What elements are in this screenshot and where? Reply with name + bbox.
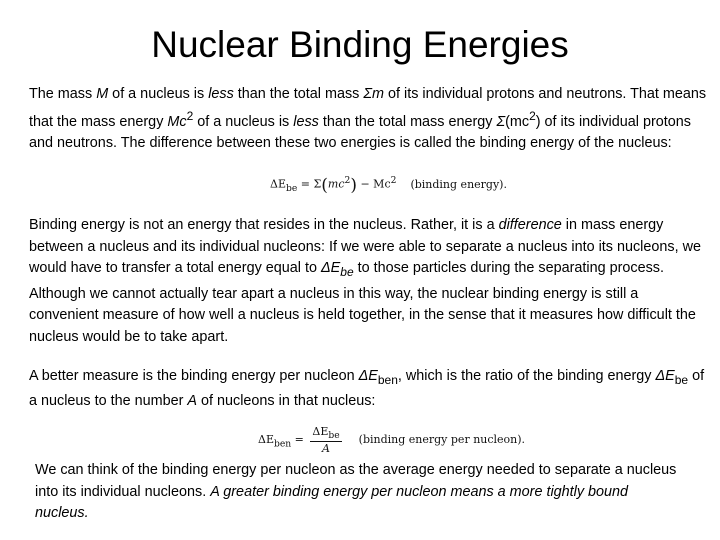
slide-title: Nuclear Binding Energies <box>151 24 569 65</box>
binding-energy-equation: $\Delta E_{be} = \Sigma(mc^2) - Mc^2$ (binding energy). <box>270 175 507 196</box>
per-nucleon-equation: $\Delta E_{ben}$ = $\frac{\Delta E_{be}}{A}$ (binding energy per nucleon). <box>258 425 526 456</box>
paragraph-per-nucleon: A better measure is the binding energy per nucleon $\Delta E_{ben}$, which is the ratio of the binding energy $\Delta E_{be}$ of a nucleus to the number A of nucleons in that nucleus: <box>29 368 705 410</box>
paragraph-binding-energy-meaning: Binding energy is not an energy that resides in the nucleus. Rather, it is a difference in mass energy between a nucleus and its individual nucleons: If we were able to separate a nucleus into its nucleons, we would have to transfer a total energy equal to $\Delta E_{be}$ to those particles during the separating process. Although we cannot actually tear apart a nucleus in this way, the nuclear binding energy is still a convenient measure of how well a nucleus is held together, in the sense that it measures how difficult the nucleus would be to take apart. <box>29 217 701 345</box>
equation-fraction: $\frac{\Delta E_{be}}{A}$ <box>312 425 340 456</box>
paragraph-mass-defect: The mass M of a nucleus is less than the total mass Σm of its individual protons and neutrons. That means that the mass energy Mc$^2$ of a nucleus is less than the total mass energy $\Sigma(mc^2)$ of its individual protons and neutrons. The difference between these two energies is called the binding energy of the nucleus: <box>29 86 707 151</box>
paragraph-conclusion: We can think of the binding energy per nucleon as the average energy needed to separate a nucleus into its individual nucleons. A greater binding energy per nucleon means a more tightly bound nucleus. <box>35 462 677 522</box>
